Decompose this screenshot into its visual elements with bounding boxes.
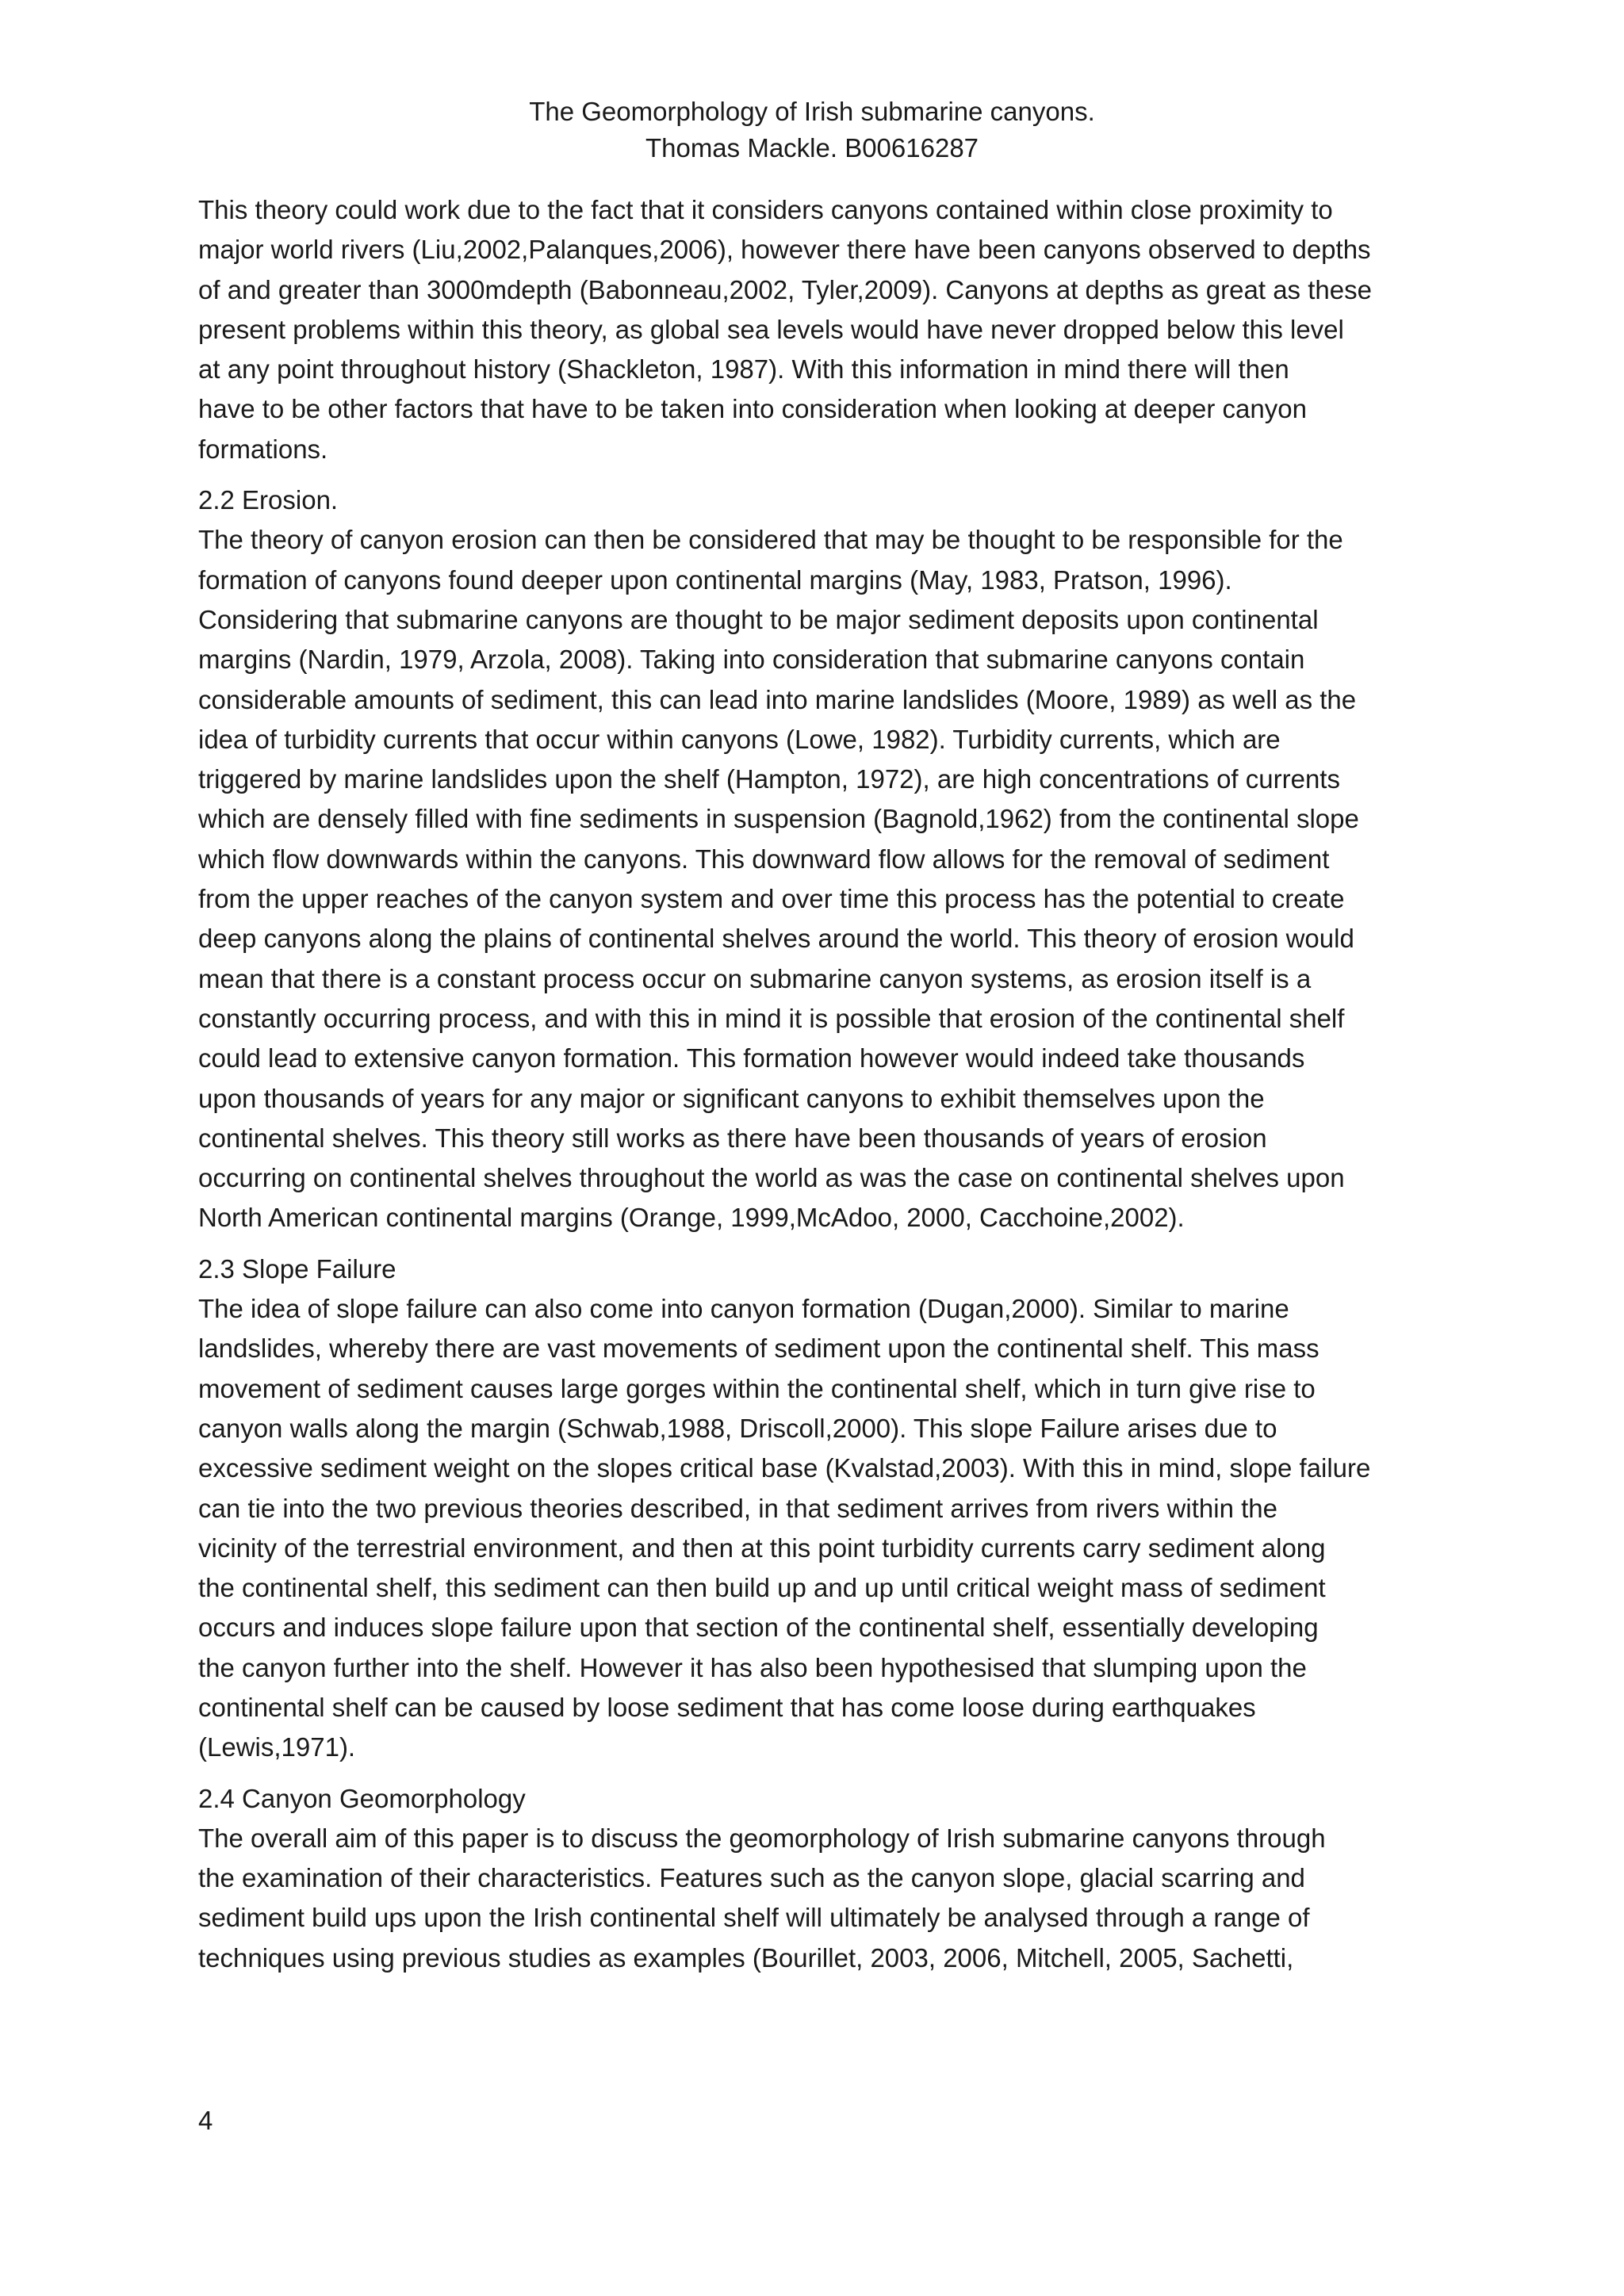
text-line: continental shelves. This theory still works as there have been thousands of years of erosion [198, 1123, 1267, 1153]
section-heading-geomorphology: 2.4 Canyon Geomorphology [198, 1783, 526, 1813]
page-header [0, 94, 1624, 166]
text-line: have to be other factors that have to be taken into consideration when looking at deeper canyon [198, 394, 1307, 424]
section-heading-erosion: 2.2 Erosion. [198, 485, 339, 515]
text-line: margins (Nardin, 1979, Arzola, 2008). Taking into consideration that submarine canyons contain [198, 645, 1305, 675]
text-line: which flow downwards within the canyons. This downward flow allows for the removal of sediment [198, 844, 1330, 874]
paragraph-slope-failure [198, 1289, 1447, 1768]
text-line: formation of canyons found deeper upon continental margins (May, 1983, Pratson, 1996). [198, 564, 1232, 595]
text-line: vicinity of the terrestrial environment, and then at this point turbidity currents carry sediment along [198, 1533, 1326, 1563]
text-line: upon thousands of years for any major or significant canyons to exhibit themselves upon the [198, 1083, 1265, 1113]
text-line: can tie into the two previous theories described, in that sediment arrives from rivers within the [198, 1493, 1277, 1523]
text-line: occurs and induces slope failure upon that section of the continental shelf, essentially developing [198, 1613, 1319, 1643]
text-line: of and greater than 3000mdepth (Babonneau,2002, Tyler,2009). Canyons at depths as great as these [198, 274, 1372, 304]
text-line: The theory of canyon erosion can then be considered that may be thought to be responsible for the [198, 525, 1343, 555]
text-line: (Lewis,1971). [198, 1732, 356, 1762]
text-line: formations. [198, 434, 328, 464]
section-heading-slope-failure: 2.3 Slope Failure [198, 1253, 396, 1284]
text-line: idea of turbidity currents that occur within canyons (Lowe, 1982). Turbidity currents, which are [198, 724, 1281, 754]
text-line: considerable amounts of sediment, this can lead into marine landslides (Moore, 1989) as well as the [198, 684, 1357, 714]
text-line: The overall aim of this paper is to discuss the geomorphology of Irish submarine canyons through [198, 1823, 1326, 1853]
text-line: excessive sediment weight on the slopes critical base (Kvalstad,2003). With this in mind, slope failure [198, 1453, 1371, 1483]
text-line: which are densely filled with fine sediments in suspension (Bagnold,1962) from the continental slope [198, 804, 1359, 834]
paragraph-geomorphology [198, 1819, 1447, 1978]
text-line: Considering that submarine canyons are thought to be major sediment deposits upon continental [198, 604, 1319, 634]
text-line: landslides, whereby there are vast movements of sediment upon the continental shelf. This mass [198, 1334, 1320, 1364]
body-text [198, 190, 1447, 1978]
text-line: This theory could work due to the fact that it considers canyons contained within close proximity to [198, 195, 1333, 224]
text-line: the examination of their characteristics. Features such as the canyon slope, glacial scarring and [198, 1863, 1305, 1893]
text-line: techniques using previous studies as examples (Bourillet, 2003, 2006, Mitchell, 2005, Sachetti, [198, 1942, 1294, 1973]
text-line: sediment build ups upon the Irish continental shelf will ultimately be analysed through a range of [198, 1903, 1310, 1933]
text-line: present problems within this theory, as global sea levels would have never dropped below this level [198, 314, 1344, 344]
text-line: the canyon further into the shelf. However it has also been hypothesised that slumping upon the [198, 1652, 1307, 1682]
document-title: The Geomorphology of Irish submarine canyons. [529, 97, 1095, 126]
document-author: Thomas Mackle. B00616287 [645, 133, 979, 163]
paragraph-erosion [198, 520, 1447, 1238]
text-line: North American continental margins (Orange, 1999,McAdoo, 2000, Cacchoine,2002). [198, 1203, 1185, 1233]
text-line: could lead to extensive canyon formation. This formation however would indeed take thousands [198, 1043, 1305, 1073]
text-line: at any point throughout history (Shackleton, 1987). With this information in mind there will then [198, 354, 1289, 385]
text-line: canyon walls along the margin (Schwab,1988, Driscoll,2000). This slope Failure arises due to [198, 1413, 1277, 1443]
text-line: constantly occurring process, and with this in mind it is possible that erosion of the continental shelf [198, 1003, 1345, 1033]
text-line: occurring on continental shelves throughout the world as was the case on continental shelves upon [198, 1163, 1345, 1193]
page-number: 4 [198, 2106, 213, 2135]
text-line: mean that there is a constant process occur on submarine canyon systems, as erosion itself is a [198, 963, 1312, 993]
text-line: the continental shelf, this sediment can then build up and up until critical weight mass of sediment [198, 1573, 1326, 1603]
text-line: from the upper reaches of the canyon system and over time this process has the potential to create [198, 884, 1345, 914]
text-line: major world rivers (Liu,2002,Palanques,2006), however there have been canyons observed to depths [198, 235, 1371, 265]
paragraph-intro [198, 190, 1447, 469]
text-line: The idea of slope failure can also come into canyon formation (Dugan,2000). Similar to marine [198, 1294, 1289, 1324]
text-line: movement of sediment causes large gorges within the continental shelf, which in turn give rise to [198, 1373, 1316, 1403]
text-line: continental shelf can be caused by loose sediment that has come loose during earthquakes [198, 1692, 1256, 1722]
text-line: triggered by marine landslides upon the shelf (Hampton, 1972), are high concentrations of currents [198, 764, 1340, 794]
text-line: deep canyons along the plains of continental shelves around the world. This theory of erosion would [198, 924, 1354, 954]
